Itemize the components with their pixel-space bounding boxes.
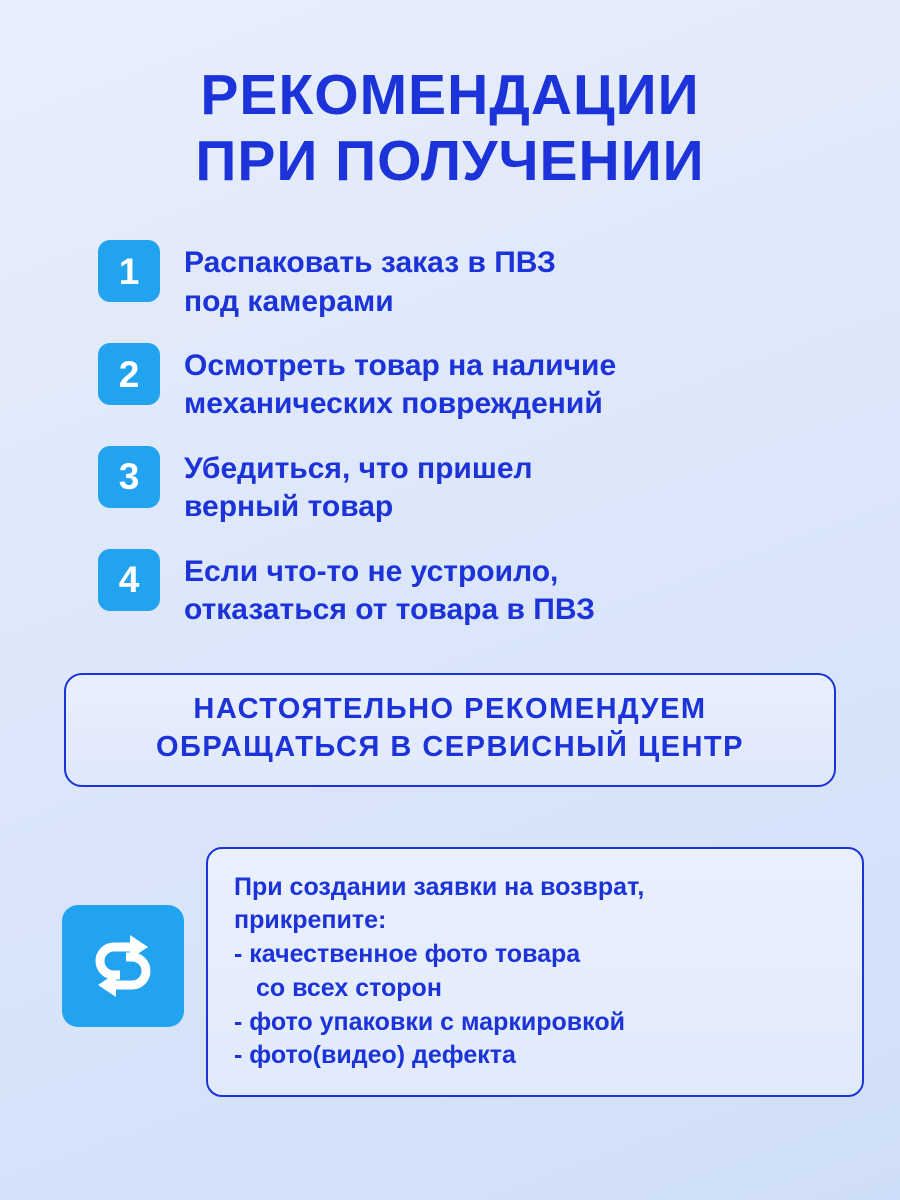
- step-number-badge: 4: [98, 549, 160, 611]
- step-text-line-1: Распаковать заказ в ПВЗ: [184, 246, 556, 280]
- list-item: [98, 446, 864, 527]
- banner-line-2: ОБРАЩАТЬСЯ В СЕРВИСНЫЙ ЦЕНТР: [156, 731, 744, 764]
- step-text: [184, 549, 595, 630]
- step-text: [184, 446, 533, 527]
- note-line-1: При создании заявки на возврат,: [234, 872, 645, 901]
- note-line-6: - фото(видео) дефекта: [234, 1041, 516, 1070]
- page-title: [36, 0, 864, 194]
- note-line-5: - фото упаковки с маркировкой: [234, 1007, 625, 1036]
- page-title-line-2: ПРИ ПОЛУЧЕНИИ: [195, 129, 705, 194]
- steps-list: [36, 240, 864, 629]
- step-text-line-1: Если что-то не устроило,: [184, 554, 559, 588]
- list-item: [98, 343, 864, 424]
- step-text-line-2: под камерами: [184, 284, 394, 318]
- return-request-block: [36, 847, 864, 1098]
- list-item: [98, 549, 864, 630]
- return-exchange-arrows-icon: [62, 905, 184, 1027]
- note-line-3: - качественное фото товара: [234, 940, 581, 969]
- service-center-banner: [64, 673, 836, 786]
- step-text: [184, 240, 556, 321]
- banner-line-1: НАСТОЯТЕЛЬНО РЕКОМЕНДУЕМ: [193, 693, 707, 726]
- step-text: [184, 343, 616, 424]
- step-text-line-2: верный товар: [184, 490, 394, 524]
- note-line-2: прикрепите:: [234, 906, 387, 935]
- step-number-badge: 1: [98, 240, 160, 302]
- list-item: [98, 240, 864, 321]
- step-text-line-1: Осмотреть товар на наличие: [184, 349, 617, 382]
- note-line-4: со всех сторон: [256, 973, 442, 1002]
- step-number-badge: 2: [98, 343, 160, 405]
- page-title-line-1: РЕКОМЕНДАЦИИ: [200, 63, 700, 127]
- step-text-line-1: Убедиться, что пришел: [184, 451, 533, 485]
- step-number-badge: 3: [98, 446, 160, 508]
- step-text-line-2: отказаться от товара в ПВЗ: [184, 592, 595, 626]
- step-text-line-2: механических повреждений: [184, 387, 603, 421]
- return-note: [206, 847, 864, 1098]
